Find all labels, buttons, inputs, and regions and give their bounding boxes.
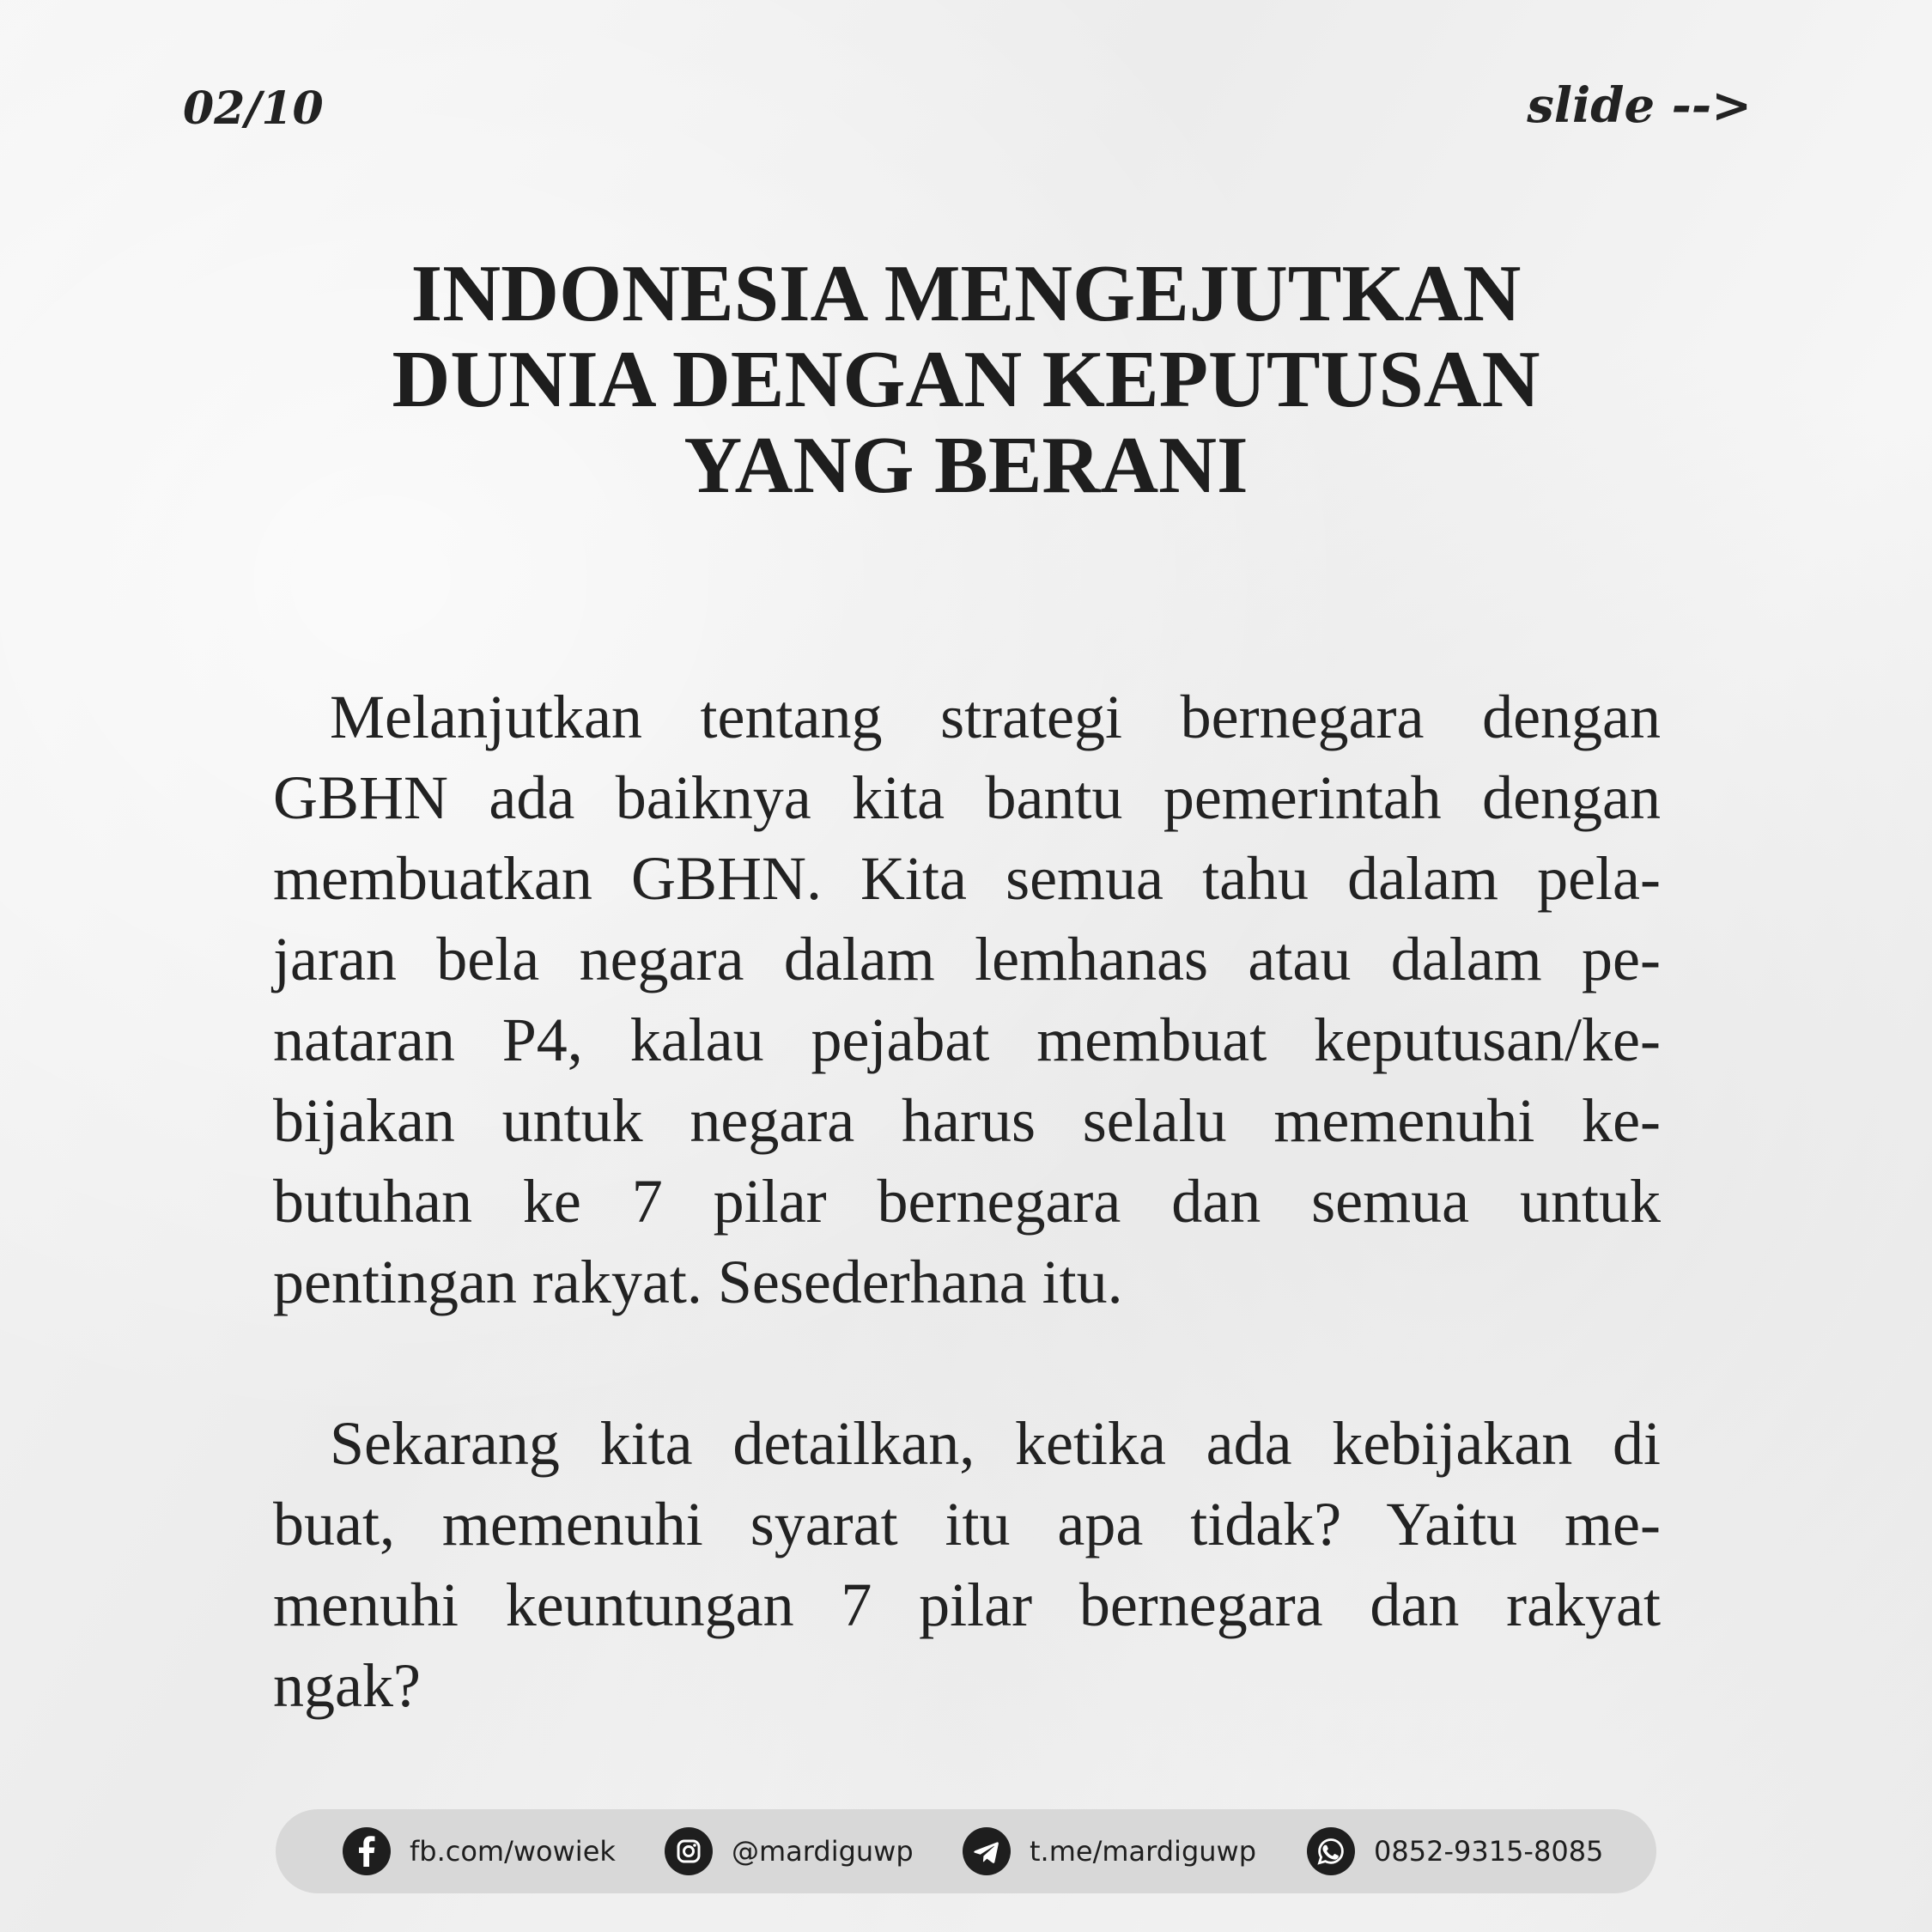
instagram-icon (665, 1827, 713, 1875)
text-line: GBHN ada baiknya kita bantu pemerintah dengan (273, 763, 1661, 832)
body-text (273, 677, 1661, 1726)
contact-telegram[interactable] (963, 1827, 1256, 1875)
contact-label: @mardiguwp (732, 1835, 914, 1868)
telegram-icon (963, 1827, 1011, 1875)
slide-hint: slide --> (1527, 77, 1752, 134)
contact-instagram[interactable] (665, 1827, 914, 1875)
text-line: Melanjutkan tentang strategi bernegara dengan (330, 683, 1661, 751)
contact-label: 0852-9315-8085 (1374, 1835, 1604, 1868)
text-line: pentingan rakyat. Sesederhana itu. (273, 1248, 1123, 1316)
paragraph-1 (273, 677, 1661, 1322)
contact-label: t.me/mardiguwp (1030, 1835, 1257, 1868)
contact-whatsapp[interactable] (1307, 1827, 1603, 1875)
contact-facebook[interactable] (343, 1827, 616, 1875)
text-line: ngak? (273, 1651, 421, 1720)
page-title (258, 251, 1674, 508)
text-line: Sekarang kita detailkan, ketika ada kebijakan di (330, 1409, 1661, 1478)
text-line: butuhan ke 7 pilar bernegara dan semua untuk (273, 1167, 1661, 1236)
text-line: jaran bela negara dalam lemhanas atau dalam pe- (273, 925, 1661, 993)
text-line: menuhi keuntungan 7 pilar bernegara dan rakyat (273, 1571, 1661, 1639)
title-line: INDONESIA MENGEJUTKAN (410, 249, 1522, 338)
paragraph-2 (273, 1403, 1661, 1726)
contact-label: fb.com/wowiek (410, 1835, 616, 1868)
text-line: membuatkan GBHN. Kita semua tahu dalam pela- (273, 844, 1661, 913)
title-line: DUNIA DENGAN KEPUTUSAN (392, 335, 1540, 424)
text-line: nataran P4, kalau pejabat membuat keputusan/ke- (273, 1005, 1661, 1074)
contact-bar (276, 1809, 1656, 1893)
text-line: buat, memenuhi syarat itu apa tidak? Yaitu me- (273, 1490, 1661, 1558)
title-line: YANG BERANI (683, 421, 1249, 510)
whatsapp-icon (1307, 1827, 1355, 1875)
text-line: bijakan untuk negara harus selalu memenuhi ke- (273, 1086, 1661, 1155)
page-number: 02/10 (183, 82, 324, 135)
facebook-icon (343, 1827, 391, 1875)
